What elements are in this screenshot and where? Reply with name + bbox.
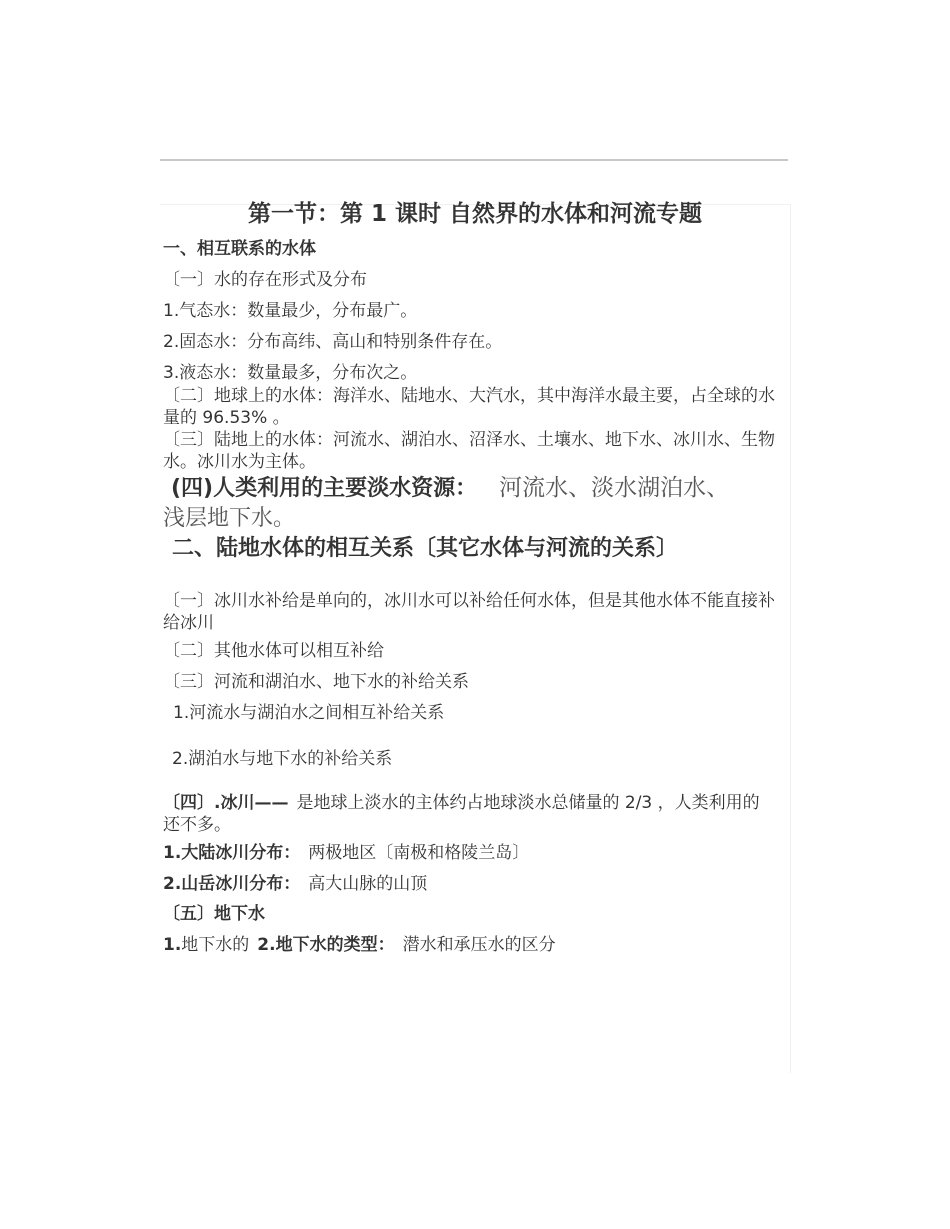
glacier-paragraph xyxy=(163,792,775,836)
continental-glacier-value: 两极地区〔南极和格陵兰岛〕 xyxy=(308,843,530,863)
groundwater-heading: 〔五〕地下水 xyxy=(163,904,265,924)
section-2-item-1: 〔一〕冰川水补给是单向的，冰川水可以补给任何水体，但是其他水体不能直接补给冰川 xyxy=(163,591,775,633)
mountain-glacier-value: 高大山脉的山顶 xyxy=(308,874,428,894)
groundwater-types-value: 潜水和承压水的区分 xyxy=(402,935,556,955)
header-rule xyxy=(160,159,788,161)
section-1-item-3: 〔三〕陆地上的水体：河流水、湖泊水、沼泽水、土壤水、地下水、冰川水、生物水。冰川水为主体。 xyxy=(163,430,775,472)
freshwater-resources-value-cont: 浅层地下水。 xyxy=(163,506,296,531)
glacier-text: 是地球上淡水的主体约占地球淡水总储量的 2/3 ，人类利用的还不多。 xyxy=(163,793,760,835)
water-form-solid: 2.固态水：分布高纬、高山和特别条件存在。 xyxy=(163,332,503,352)
glacier-label: 〔四〕.冰川—— xyxy=(163,793,289,813)
water-form-gas: 1.气态水：数量最少，分布最广。 xyxy=(163,301,418,321)
page-title: 第一节：第 1 课时 自然界的水体和河流专题 xyxy=(247,201,703,227)
water-form-liquid: 3.液态水：数量最多，分布次之。 xyxy=(163,363,418,383)
continental-glacier-label: 1.大陆冰川分布： xyxy=(163,843,301,863)
section-1-heading: 一、相互联系的水体 xyxy=(163,239,316,259)
groundwater-types-label: 2.地下水的类型： xyxy=(257,935,395,955)
freshwater-resources-value: 河流水、淡水湖泊水、 xyxy=(499,475,730,501)
mountain-glacier-line xyxy=(163,873,775,895)
lake-groundwater-supply: 2.湖泊水与地下水的补给关系 xyxy=(172,749,393,769)
groundwater-line xyxy=(163,934,775,956)
section-1-item-1: 〔一〕水的存在形式及分布 xyxy=(163,270,367,290)
groundwater-text: 地下水的 xyxy=(181,935,250,955)
section-1-item-2: 〔二〕地球上的水体：海洋水、陆地水、大汽水，其中海洋水最主要，占全球的水量的 96.53% 。 xyxy=(163,386,775,428)
river-lake-supply: 1.河流水与湖泊水之间相互补给关系 xyxy=(173,703,445,723)
freshwater-resources-label: (四)人类利用的主要淡水资源： xyxy=(171,476,478,501)
groundwater-num: 1. xyxy=(163,935,182,955)
section-2-item-2: 〔二〕其他水体可以相互补给 xyxy=(163,641,384,661)
section-2-heading: 二、陆地水体的相互关系〔其它水体与河流的关系〕 xyxy=(172,536,679,561)
continental-glacier-line xyxy=(163,842,775,864)
freshwater-resources-line xyxy=(171,473,783,504)
mountain-glacier-label: 2.山岳冰川分布： xyxy=(163,874,301,894)
section-2-item-3: 〔三〕河流和湖泊水、地下水的补给关系 xyxy=(163,672,469,692)
